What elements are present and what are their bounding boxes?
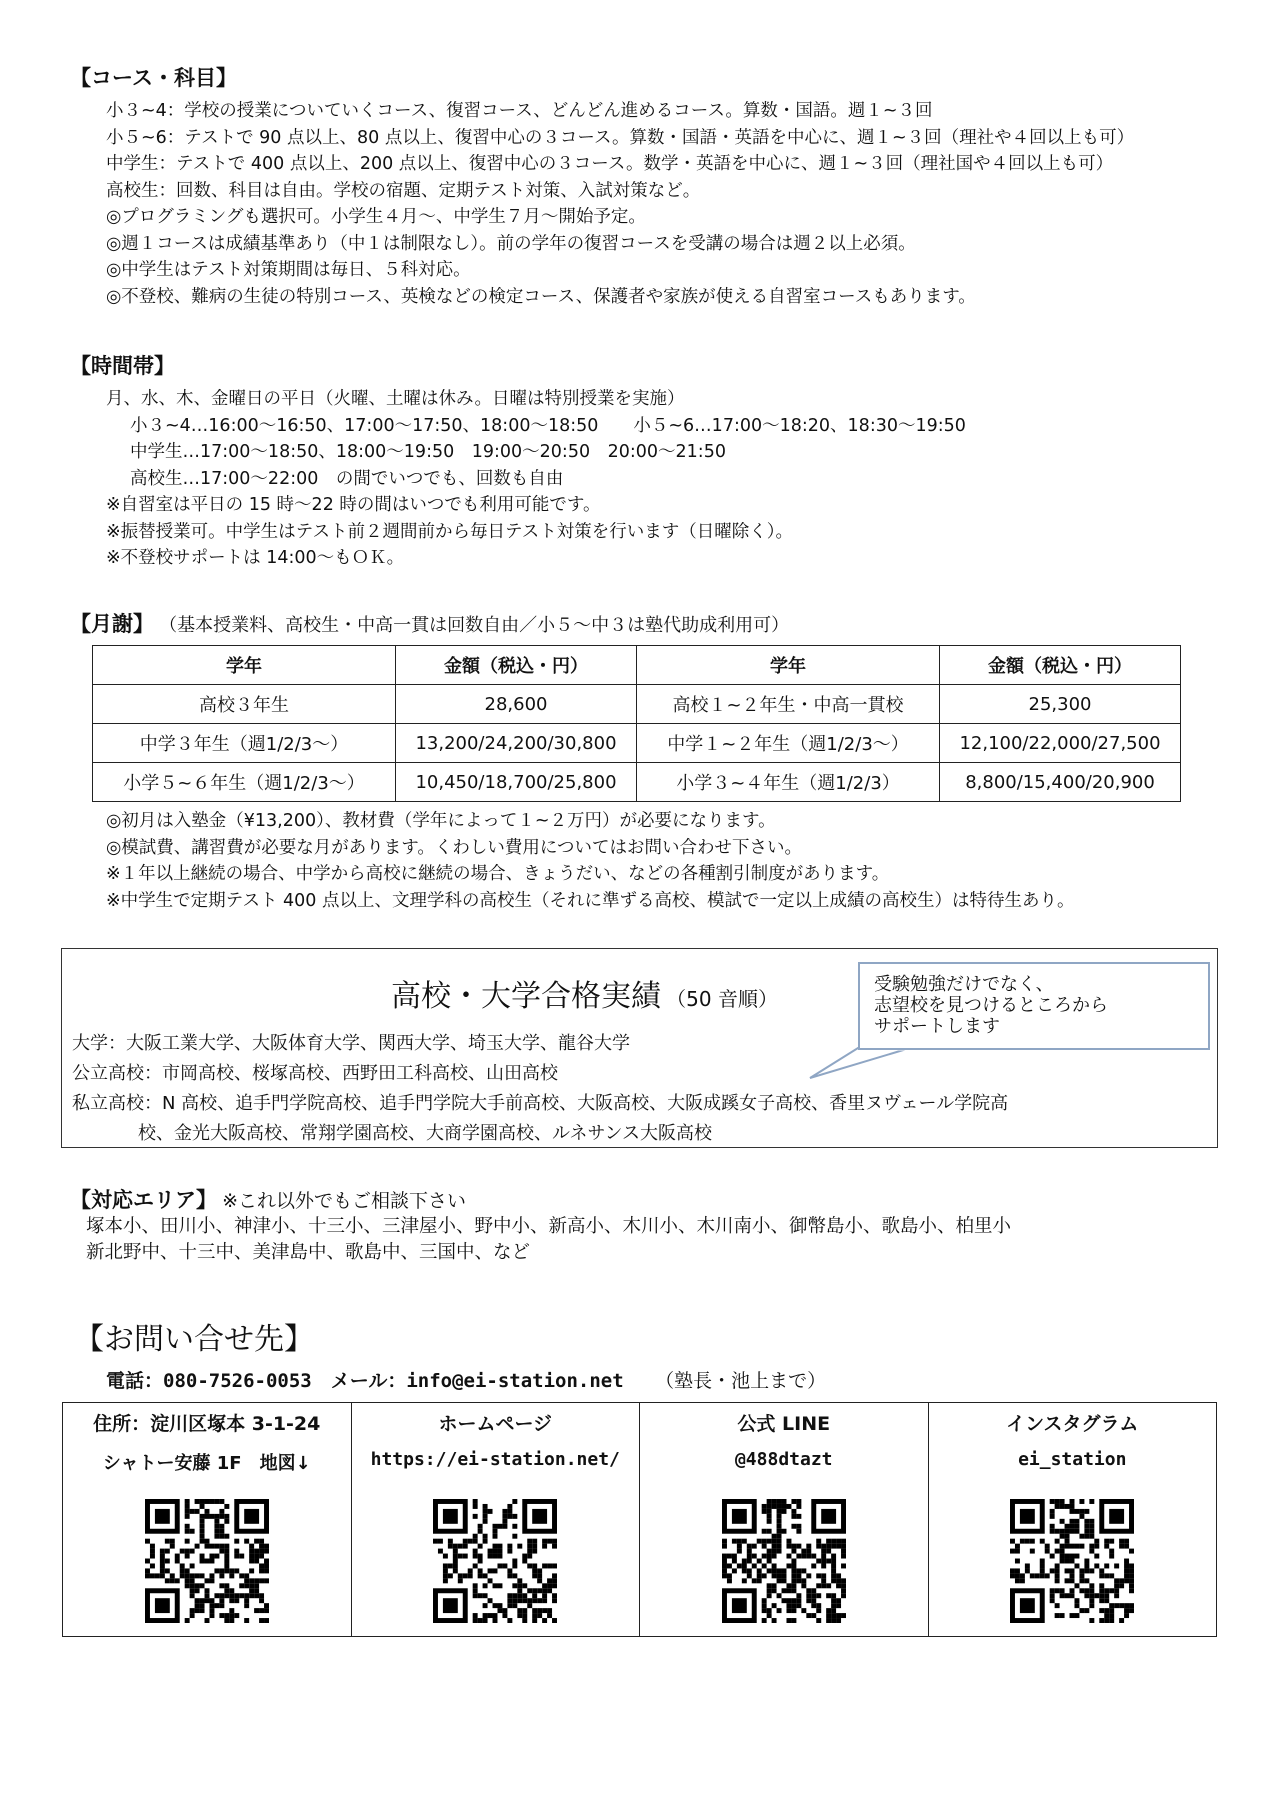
fees-heading-row bbox=[70, 608, 789, 638]
homepage-label: ホームページ bbox=[438, 1413, 553, 1435]
speech-bubble bbox=[858, 962, 1210, 1050]
table-header-price: 金額（税込・円） bbox=[940, 646, 1181, 685]
homepage-url[interactable]: https://ei-station.net/ bbox=[370, 1449, 620, 1470]
area-heading: 【対応エリア】 bbox=[70, 1188, 217, 1212]
area-elementary: 塚本小、田川小、神津小、十三小、三津屋小、野中小、新高小、木川小、木川南小、御幣島小、歌島小、柏里小 bbox=[86, 1216, 1012, 1237]
course-heading: 【コース・科目】 bbox=[70, 66, 237, 90]
bubble-line: サポートします bbox=[874, 1016, 1000, 1037]
course-line: 高校生：回数、科目は自由。学校の宿題、定期テスト対策、入試対策など。 bbox=[106, 180, 701, 201]
table-header-grade: 学年 bbox=[637, 646, 940, 685]
table-cell: 10,450/18,700/25,800 bbox=[396, 763, 637, 802]
table-header-grade: 学年 bbox=[93, 646, 396, 685]
contact-heading: 【お問い合せ先】 bbox=[74, 1322, 314, 1357]
contact-line bbox=[106, 1366, 826, 1393]
fee-note: ※１年以上継続の場合、中学から高校に継続の場合、きょうだい、などの各種割引制度があります。 bbox=[106, 864, 890, 884]
table-cell: 高校１~２年生・中高一貫校 bbox=[637, 685, 940, 724]
address-label: 住所：淀川区塚本 3-1-24 bbox=[93, 1413, 321, 1435]
bubble-line: 志望校を見つけるところから bbox=[874, 995, 1108, 1016]
course-line: ◎中学生はテスト対策期間は毎日、５科対応。 bbox=[106, 260, 471, 280]
qr-code-icon[interactable] bbox=[145, 1499, 269, 1623]
area-section bbox=[70, 1184, 1011, 1266]
results-university: 大学：大阪工業大学、大阪体育大学、関西大学、埼玉大学、龍谷大学 bbox=[72, 1033, 630, 1054]
course-line: 小３~4：学校の授業についていくコース、復習コース、どんどん進めるコース。算数・国語。週１~３回 bbox=[106, 101, 933, 121]
fees-heading: 【月謝】 bbox=[70, 612, 154, 636]
fee-notes bbox=[106, 808, 1075, 914]
course-line: ◎不登校、難病の生徒の特別コース、英検などの検定コース、保護者や家族が使える自習室コースもあります。 bbox=[106, 286, 976, 307]
table-cell: 小学５~６年生（週1/2/3～） bbox=[93, 763, 396, 802]
fee-note: ◎模試費、講習費が必要な月があります。くわしい費用についてはお問い合わせ下さい。 bbox=[106, 837, 803, 858]
table-cell: 25,300 bbox=[940, 685, 1181, 724]
fee-table bbox=[92, 645, 1181, 802]
table-cell: 12,100/22,000/27,500 bbox=[940, 724, 1181, 763]
contact-grid bbox=[62, 1402, 1217, 1637]
course-section bbox=[70, 62, 1134, 310]
table-cell: 13,200/24,200/30,800 bbox=[396, 724, 637, 763]
schedule-heading: 【時間帯】 bbox=[70, 354, 175, 378]
schedule-note: ※振替授業可。中学生はテスト前２週間前から毎日テスト対策を行います（日曜除く）。 bbox=[106, 521, 794, 542]
table-cell: 28,600 bbox=[396, 685, 637, 724]
table-row bbox=[93, 763, 1181, 802]
contact-person: （塾長・池上まで） bbox=[655, 1370, 827, 1392]
fee-note: ※中学生で定期テスト 400 点以上、文理学科の高校生（それに準ずる高校、模試で一定以上成績の高校生）は特待生あり。 bbox=[106, 890, 1075, 911]
bubble-line: 受験勉強だけでなく、 bbox=[874, 974, 1054, 995]
fees-subtitle: （基本授業料、高校生・中高一貫は回数自由／小５～中３は塾代助成利用可） bbox=[159, 615, 790, 636]
course-line: ◎週１コースは成績基準あり（中１は制限なし）。前の学年の復習コースを受講の場合は週２以上必須。 bbox=[106, 233, 916, 254]
schedule-days: 月、水、木、金曜日の平日（火曜、土曜は休み。日曜は特別授業を実施） bbox=[106, 389, 685, 409]
course-line: 中学生：テストで 400 点以上、200 点以上、復習中心の３コース。数学・英語を中心に、週１~３回（理社国や４回以上も可） bbox=[106, 154, 1114, 174]
instagram-label: インスタグラム bbox=[1006, 1413, 1139, 1435]
fee-table-header-row bbox=[93, 646, 1181, 685]
instagram-id[interactable]: ei_station bbox=[1018, 1449, 1127, 1470]
table-header-price: 金額（税込・円） bbox=[396, 646, 637, 685]
schedule-section bbox=[70, 350, 966, 572]
qr-code-icon[interactable] bbox=[433, 1499, 557, 1623]
results-private-high: 私立高校：N 高校、追手門学院高校、追手門学院大手前高校、大阪高校、大阪成蹊女子高校、香里ヌヴェール学院高 bbox=[72, 1093, 1009, 1114]
table-row bbox=[93, 685, 1181, 724]
schedule-note: ※不登校サポートは 14:00～もＯＫ。 bbox=[106, 548, 405, 568]
results-public-high: 公立高校：市岡高校、桜塚高校、西野田工科高校、山田高校 bbox=[72, 1063, 558, 1084]
line-label: 公式 LINE bbox=[737, 1413, 831, 1435]
contact-phone-email: 電話：080-7526-0053 メール：info@ei-station.net bbox=[106, 1370, 624, 1392]
qr-code-icon[interactable] bbox=[1010, 1499, 1134, 1623]
schedule-senior: 高校生…17:00～22:00 の間でいつでも、回数も自由 bbox=[130, 468, 564, 489]
fee-note: ◎初月は入塾金（¥13,200）、教材費（学年によって１~２万円）が必要になります。 bbox=[106, 811, 776, 831]
results-title-note: （50 音順） bbox=[666, 987, 778, 1011]
table-cell: 中学１~２年生（週1/2/3～） bbox=[637, 724, 940, 763]
address-building: シャトー安藤 1F 地図↓ bbox=[102, 1453, 311, 1474]
table-cell: 小学３~４年生（週1/2/3） bbox=[637, 763, 940, 802]
table-cell: 中学３年生（週1/2/3～） bbox=[93, 724, 396, 763]
schedule-junior: 中学生…17:00～18:50、18:00～19:50 19:00～20:50 20:00～21:50 bbox=[130, 442, 726, 462]
contact-homepage-cell bbox=[352, 1403, 641, 1636]
results-title: 高校・大学合格実績 bbox=[391, 979, 662, 1014]
schedule-elementary: 小３~4…16:00～16:50、17:00～17:50、18:00～18:50 小５~6…17:00～18:20、18:30～19:50 bbox=[130, 415, 966, 436]
results-private-high-cont: 校、金光大阪高校、常翔学園高校、大商学園高校、ルネサンス大阪高校 bbox=[138, 1123, 713, 1144]
qr-code-icon[interactable] bbox=[722, 1499, 846, 1623]
area-note: ※これ以外でもご相談下さい bbox=[222, 1190, 467, 1212]
area-junior: 新北野中、十三中、美津島中、歌島中、三国中、など bbox=[86, 1242, 531, 1263]
table-row bbox=[93, 724, 1181, 763]
course-line: 小５~6：テストで 90 点以上、80 点以上、復習中心の３コース。算数・国語・英語を中心に、週１~３回（理社や４回以上も可） bbox=[106, 127, 1135, 148]
table-cell: 高校３年生 bbox=[93, 685, 396, 724]
line-id[interactable]: @488dtazt bbox=[734, 1449, 833, 1470]
contact-line-cell bbox=[640, 1403, 929, 1636]
table-cell: 8,800/15,400/20,900 bbox=[940, 763, 1181, 802]
contact-address-cell bbox=[63, 1403, 352, 1636]
schedule-note: ※自習室は平日の 15 時～22 時の間はいつでも利用可能です。 bbox=[106, 495, 601, 515]
contact-instagram-cell bbox=[929, 1403, 1217, 1636]
course-line: ◎プログラミングも選択可。小学生４月～、中学生７月～開始予定。 bbox=[106, 207, 646, 227]
